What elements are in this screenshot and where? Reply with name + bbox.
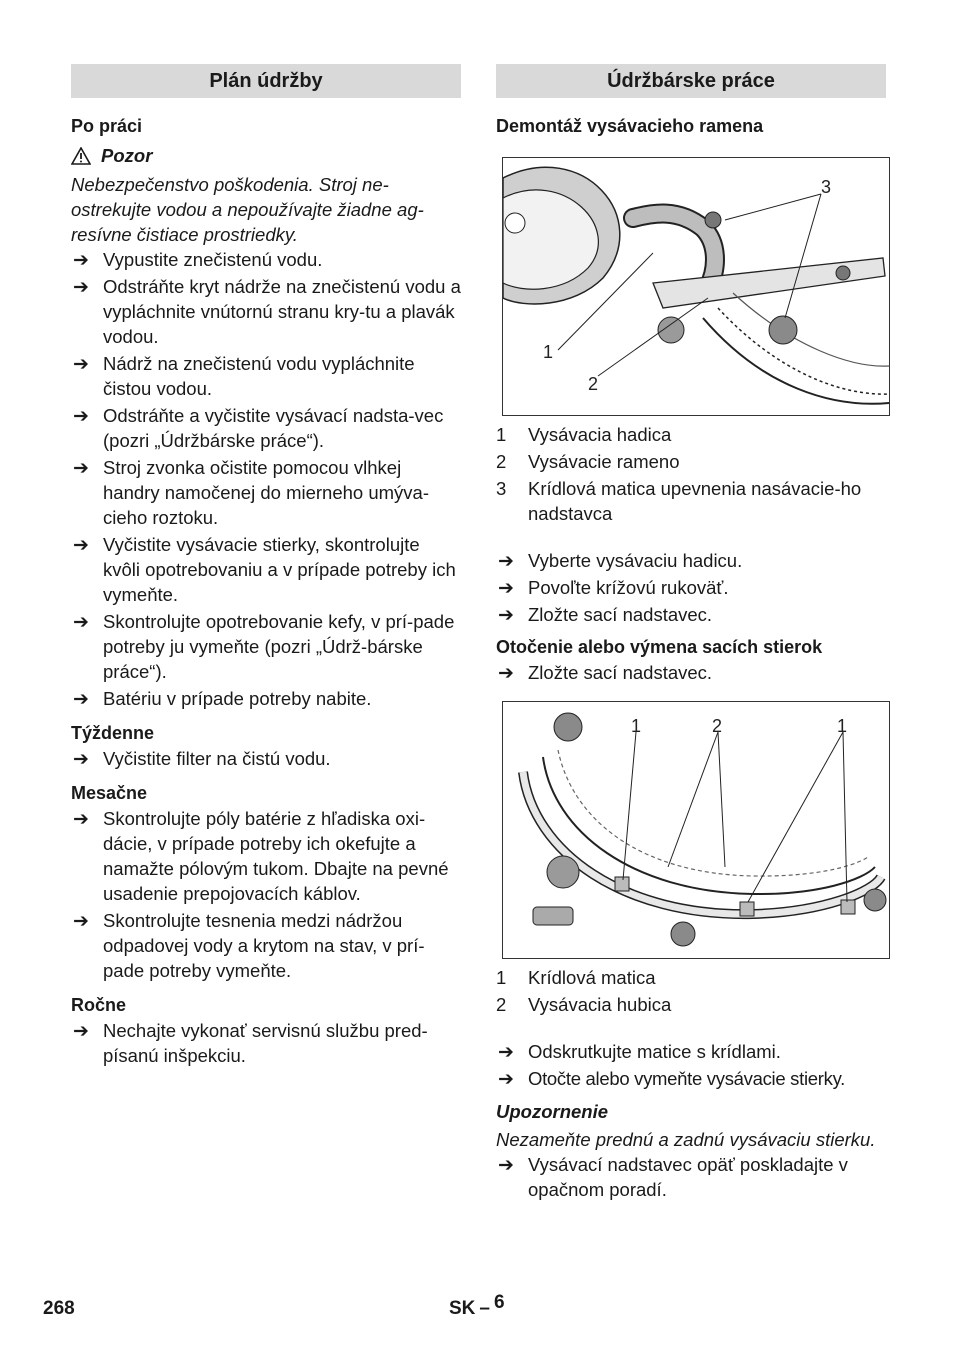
arrow-icon: ➔ <box>73 749 89 770</box>
list-item <box>71 274 461 349</box>
list-item <box>71 455 461 530</box>
callout-2: 2 <box>588 374 599 394</box>
legend-text: Vysávacie rameno <box>528 451 680 472</box>
list-item <box>71 746 461 771</box>
list-item <box>496 1039 886 1064</box>
list-item-text: Vysávací nadstavec opäť poskladajte v opačnom poradí. <box>528 1154 848 1200</box>
legend-item <box>496 992 886 1017</box>
legend-text: Vysávacia hubica <box>528 994 672 1015</box>
callout-2: 2 <box>712 716 723 736</box>
list-item-text: Odstráňte a vyčistite vysávací nadsta-vec (pozri „Údržbárske práce“). <box>103 405 444 451</box>
list-item <box>496 1066 886 1091</box>
warning-triangle-icon <box>71 147 91 165</box>
legend-number: 3 <box>496 478 507 499</box>
note-text: Nezameňte prednú a zadnú vysávaciu stierku. <box>496 1129 876 1150</box>
figure1-legend <box>496 422 886 526</box>
list-item <box>71 247 461 272</box>
section-header: Údržbárske práce <box>496 64 886 98</box>
weekly-list <box>71 746 461 771</box>
legend-item <box>496 965 886 990</box>
yearly-list <box>71 1018 461 1068</box>
list-item-text: Odskrutkujte matice s krídlami. <box>528 1041 781 1062</box>
list-item-text: Vyčistite filter na čistú vodu. <box>103 748 331 769</box>
list-item-text: Vyčistite vysávacie stierky, skontrolujte kvôli opotrebovaniu a v prípade potreby ich vymeňte. <box>103 534 456 605</box>
arrow-icon: ➔ <box>73 809 89 830</box>
arrow-icon: ➔ <box>73 1021 89 1042</box>
legend-number: 2 <box>496 994 507 1015</box>
suction-arm-figure <box>502 157 890 416</box>
section2-pre-steps <box>496 660 886 685</box>
list-item <box>71 609 461 684</box>
list-item <box>496 548 886 573</box>
list-item <box>71 686 461 711</box>
list-item <box>71 1018 461 1068</box>
legend-text: Vysávacia hadica <box>528 424 672 445</box>
list-item <box>71 351 461 401</box>
legend-item <box>496 449 886 474</box>
page-number: 268 <box>43 1298 75 1319</box>
list-item-text: Nádrž na znečistenú vodu vypláchnite čistou vodou. <box>103 353 415 399</box>
arrow-icon: ➔ <box>498 1042 514 1063</box>
arrow-icon: ➔ <box>73 354 89 375</box>
monthly-title: Mesačne <box>71 783 148 803</box>
arrow-icon: ➔ <box>73 689 89 710</box>
list-item <box>71 806 461 906</box>
legend-text: Krídlová matica upevnenia nasávacie-ho nadstavca <box>528 478 862 524</box>
left-column <box>71 64 461 1070</box>
list-item-text: Zložte sací nadstavec. <box>528 604 713 625</box>
after-work-list <box>71 247 461 711</box>
note-label: Upozornenie <box>496 1101 609 1122</box>
arrow-icon: ➔ <box>73 277 89 298</box>
section2-steps <box>496 1039 886 1064</box>
arrow-icon: ➔ <box>498 551 514 572</box>
footer-lang-code: SK <box>449 1298 476 1319</box>
arrow-icon: ➔ <box>498 578 514 599</box>
list-item-text: Povoľte krížovú rukoväť. <box>528 577 729 598</box>
weekly-title: Týždenne <box>71 723 155 743</box>
list-item <box>496 1152 886 1202</box>
squeegee-figure <box>502 701 890 959</box>
arrow-icon: ➔ <box>498 1155 514 1176</box>
section2-steps-small <box>496 1066 886 1091</box>
section1-title: Demontáž vysávacieho ramena <box>496 116 764 136</box>
arrow-icon: ➔ <box>498 605 514 626</box>
arrow-icon: ➔ <box>73 535 89 556</box>
after-work-title: Po práci <box>71 116 143 136</box>
arrow-icon: ➔ <box>73 250 89 271</box>
arrow-icon: ➔ <box>498 1069 514 1090</box>
list-item-text: Batériu v prípade potreby nabite. <box>103 688 372 709</box>
right-column <box>496 64 886 1204</box>
arrow-icon: ➔ <box>73 612 89 633</box>
list-item <box>71 403 461 453</box>
yearly-title: Ročne <box>71 995 127 1015</box>
arrow-icon: ➔ <box>73 406 89 427</box>
list-item-text: Skontrolujte opotrebovanie kefy, v prí-pade potreby ju vymeňte (pozri „Údrž-bárske práce“). <box>103 611 455 682</box>
footer-lang <box>449 1292 505 1320</box>
legend-number: 1 <box>496 967 507 988</box>
section2-post-steps <box>496 1152 886 1202</box>
callout-3: 3 <box>821 177 832 197</box>
section2-title: Otočenie alebo výmena sacích stierok <box>496 637 823 657</box>
legend-number: 2 <box>496 451 507 472</box>
warning-line <box>71 143 461 168</box>
list-item <box>496 602 886 627</box>
legend-item <box>496 476 886 526</box>
callout-1-left: 1 <box>631 716 642 736</box>
callout-1: 1 <box>543 342 554 362</box>
legend-item <box>496 422 886 447</box>
figure2-legend <box>496 965 886 1017</box>
list-item-text: Vyberte vysávaciu hadicu. <box>528 550 743 571</box>
monthly-list <box>71 806 461 983</box>
list-item <box>496 575 886 600</box>
list-item-text: Zložte sací nadstavec. <box>528 662 713 683</box>
list-item <box>71 908 461 983</box>
legend-number: 1 <box>496 424 507 445</box>
list-item <box>71 532 461 607</box>
squeegee-illustration <box>503 702 889 958</box>
arrow-icon: ➔ <box>73 458 89 479</box>
list-item-text: Odstráňte kryt nádrže na znečistenú vodu a vypláchnite vnútornú stranu kry-tu a plavák vodou. <box>103 276 461 347</box>
list-item-text: Vypustite znečistenú vodu. <box>103 249 323 270</box>
suction-arm-illustration <box>503 158 889 415</box>
list-item-text: Skontrolujte tesnenia medzi nádržou odpadovej vody a krytom na stav, v prí-pade potreby vymeňte. <box>103 910 425 981</box>
arrow-icon: ➔ <box>498 663 514 684</box>
list-item-text: Nechajte vykonať servisnú službu pred-písanú inšpekciu. <box>103 1020 428 1066</box>
list-item-text: Skontrolujte póly batérie z hľadiska oxi-dácie, v prípade potreby ich okefujte a namažte pólovým tukom. Dbajte na pevné usadenie prepojovacích káblov. <box>103 808 449 904</box>
list-item-text: Stroj zvonka očistite pomocou vlhkej handry namočenej do mierneho umýva-cieho roztoku. <box>103 457 429 528</box>
callout-1-right: 1 <box>837 716 848 736</box>
warning-text: Nebezpečenstvo poškodenia. Stroj ne-ostrekujte vodou a nepoužívajte žiadne ag-resívne čistiace prostriedky. <box>71 174 424 245</box>
section1-steps <box>496 548 886 627</box>
legend-text: Krídlová matica <box>528 967 656 988</box>
arrow-icon: ➔ <box>73 911 89 932</box>
section-header: Plán údržby <box>71 64 461 98</box>
list-item-text: Otočte alebo vymeňte vysávacie stierky. <box>528 1068 845 1089</box>
warning-label: Pozor <box>101 145 153 166</box>
list-item <box>496 660 886 685</box>
footer-subpage: 6 <box>493 1292 505 1313</box>
footer-sep: – <box>479 1298 490 1319</box>
